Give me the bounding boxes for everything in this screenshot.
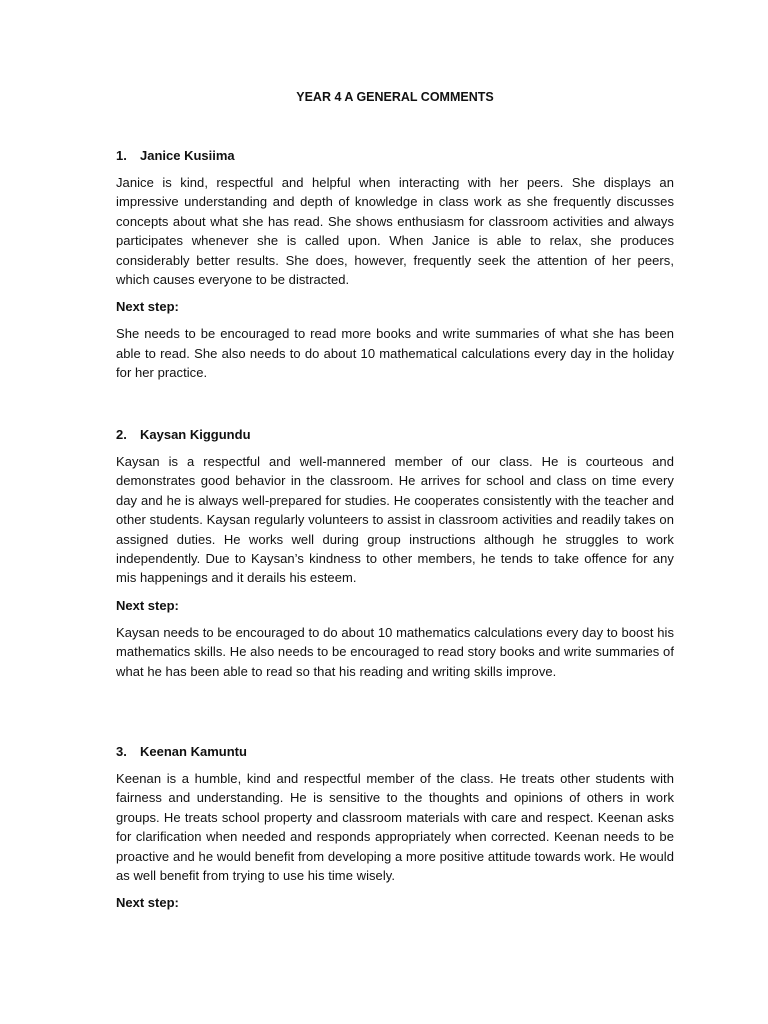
next-step-text: She needs to be encouraged to read more books and write summaries of what she has been able to read. She also needs to do about 10 mathematical calculations every day in the holiday for her practice. — [116, 326, 674, 381]
next-step-label: Next step: — [116, 895, 179, 911]
student-name: Keenan Kamuntu — [140, 744, 247, 759]
student-section-2 — [116, 425, 674, 689]
next-step-label: Next step: — [116, 597, 179, 613]
student-heading — [116, 742, 674, 761]
student-section-3 — [116, 742, 674, 920]
next-step-text: Kaysan needs to be encouraged to do about 10 mathematics calculations every day to boost his mathematics skills. He also needs to be encouraged to read story books and write summaries of what he has been able to read so that his reading and writing skills improve. — [116, 624, 674, 679]
student-heading — [116, 146, 674, 165]
student-comment: Janice is kind, respectful and helpful when interacting with her peers. She displays an impressive understanding and depth of knowledge in class work as she frequently discusses concepts about what she has read. She shows enthusiasm for classroom activities and always participates whenever she is called upon. When Janice is able to relax, she produces considerably better results. She does, however, frequently seek the attention of her peers, which causes everyone to be distracted. — [116, 175, 674, 288]
next-step-label: Next step: — [116, 299, 179, 315]
student-name: Janice Kusiima — [140, 148, 235, 163]
student-number: 1. — [116, 148, 127, 163]
document-content — [116, 87, 674, 911]
student-number: 3. — [116, 744, 127, 759]
document-title: YEAR 4 A GENERAL COMMENTS — [296, 90, 494, 104]
student-section-1 — [116, 146, 674, 391]
student-comment: Kaysan is a respectful and well-mannered member of our class. He is courteous and demonstrates good behavior in the classroom. He arrives for school and class on time every day and he is always well-prepared for studies. He cooperates consistently with the teacher and other students. Kaysan regularly volunteers to assist in classroom activities and readily takes on assigned duties. He works well during group instructions although he struggles to work independently. Due to Kaysan’s kindness to other members, he tends to take offence for any mis happenings and it derails his esteem. — [116, 454, 674, 586]
student-heading — [116, 425, 674, 444]
student-number: 2. — [116, 427, 127, 442]
student-comment: Keenan is a humble, kind and respectful member of the class. He treats other students with fairness and understanding. He is sensitive to the thoughts and opinions of others in work groups. He treats school property and classroom materials with care and respect. Keenan asks for clarification when needed and responds appropriately when corrected. Keenan needs to be proactive and he would benefit from developing a more positive attitude towards work. He would as well benefit from trying to use his time wisely. — [116, 771, 674, 884]
student-name: Kaysan Kiggundu — [140, 427, 251, 442]
